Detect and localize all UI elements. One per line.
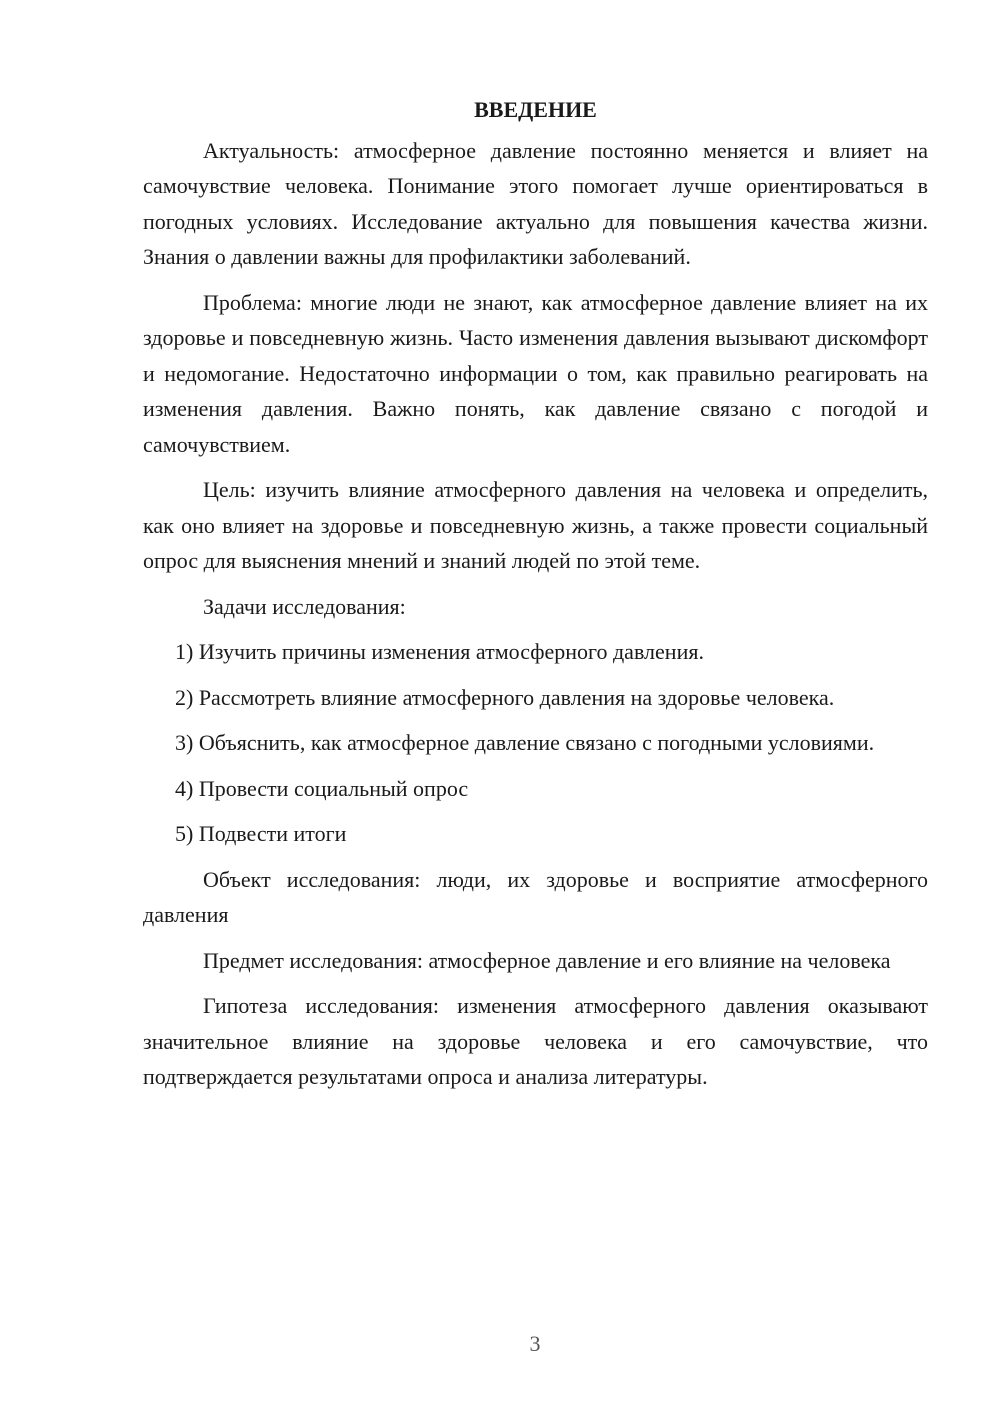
task-item-2: 2) Рассмотреть влияние атмосферного давления на здоровье человека. — [175, 684, 835, 710]
task-item-4: 4) Провести социальный опрос — [175, 775, 469, 801]
problem-paragraph: Проблема: многие люди не знают, как атмосферное давление влияет на их здоровье и повседневную жизнь. Часто изменения давления вызывают дискомфорт и недомогание. Недостаточно информации о том, как правильно реагировать на изменения давления. Важно понять, как давление связано с погодой и самочувствием. — [143, 289, 928, 457]
object-paragraph: Объект исследования: люди, их здоровье и восприятие атмосферного давления — [143, 866, 928, 927]
task-item-1: 1) Изучить причины изменения атмосферного давления. — [175, 639, 704, 664]
task-item-3: 3) Объяснить, как атмосферное давление связано с погодными условиями. — [175, 730, 875, 755]
subject-paragraph: Предмет исследования: атмосферное давление и его влияние на человека — [203, 947, 891, 973]
section-title: ВВЕДЕНИЕ — [474, 97, 597, 122]
document-page — [143, 92, 928, 1105]
hypothesis-paragraph: Гипотеза исследования: изменения атмосферного давления оказывают значительное влияние на здоровье человека и его самочувствие, что подтверждается результатами опроса и анализа литературы. — [143, 993, 928, 1089]
relevance-paragraph: Актуальность: атмосферное давление постоянно меняется и влияет на самочувствие человека. Понимание этого помогает лучше ориентироваться в погодных условиях. Исследование актуально для повышения качества жизни. Знания о давлении важны для профилактики заболеваний. — [143, 137, 928, 269]
task-item-5: 5) Подвести итоги — [175, 821, 347, 846]
goal-paragraph: Цель: изучить влияние атмосферного давления на человека и определить, как оно влияет на здоровье и повседневную жизнь, а также провести социальный опрос для выяснения мнений и знаний людей по этой теме. — [143, 477, 928, 573]
tasks-heading: Задачи исследования: — [203, 593, 406, 619]
page-number: 3 — [529, 1331, 541, 1356]
